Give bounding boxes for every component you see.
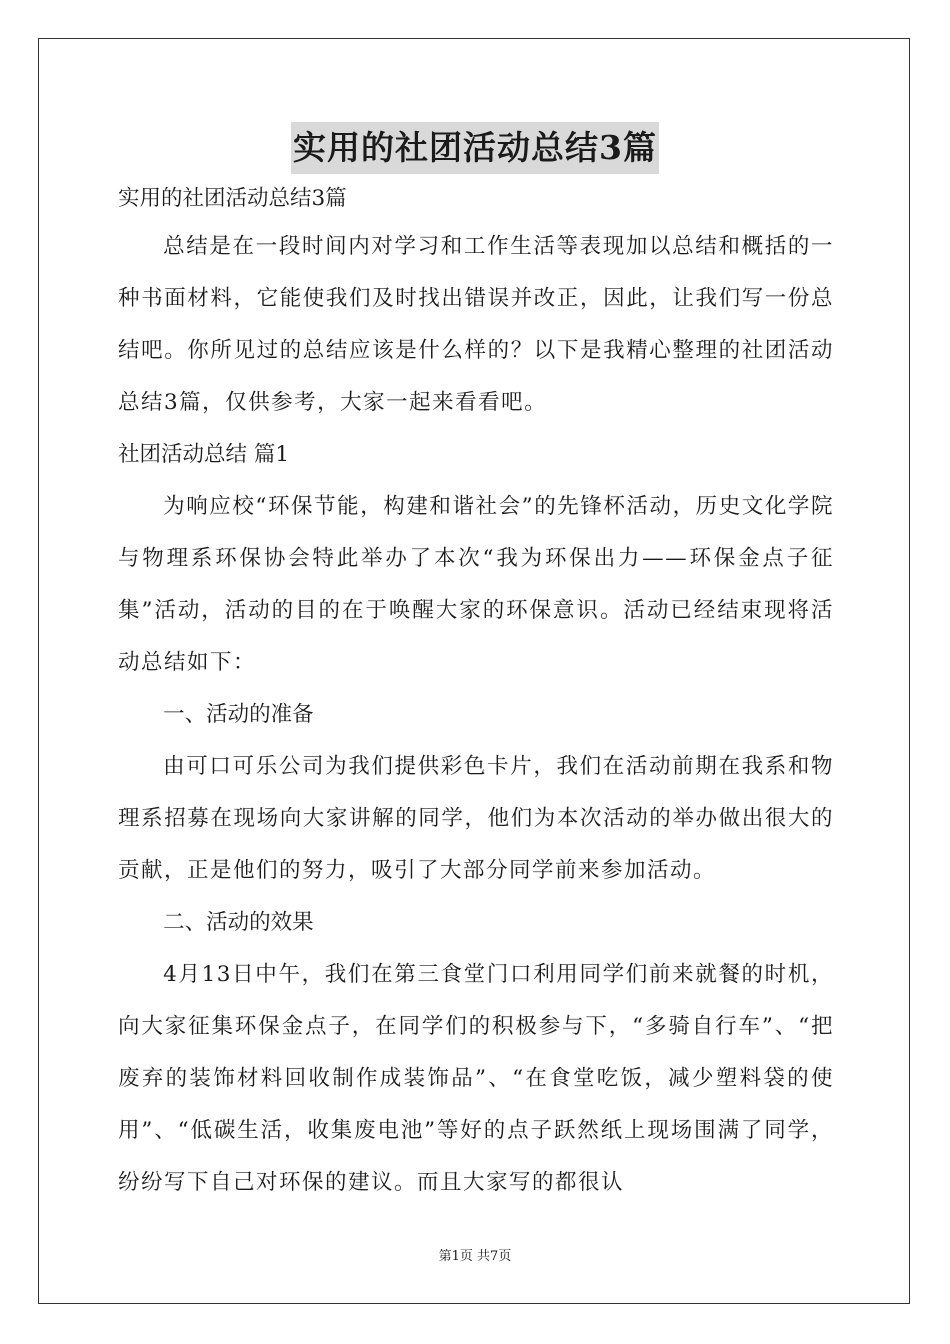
title-wrap xyxy=(0,122,950,174)
paragraph-2: 由可口可乐公司为我们提供彩色卡片，我们在活动前期在我系和物理系招募在现场向大家讲解的同学，他们为本次活动的举办做出很大的贡献，正是他们的努力，吸引了大部分同学前来参加活动。 xyxy=(118,753,834,883)
document-subtitle: 实用的社团活动总结3篇 xyxy=(118,186,347,211)
section-heading: 社团活动总结 篇1 xyxy=(118,441,290,467)
paragraph-3: 4月13日中午，我们在第三食堂门口利用同学们前来就餐的时机，向大家征集环保金点子，在同学们的积极参与下，“多骑自行车”、“把废弃的装饰材料回收制作成装饰品”、“在食堂吃饭，减少塑料袋的使用”、“低碳生活，收集废电池”等好的点子跃然纸上现场围满了同学，纷纷写下自己对环保的建议。而且大家写的都很认 xyxy=(118,961,834,1195)
intro-paragraph: 总结是在一段时间内对学习和工作生活等表现加以总结和概括的一种书面材料，它能使我们及时找出错误并改正，因此，让我们写一份总结吧。你所见过的总结应该是什么样的？以下是我精心整理的社团活动总结3篇，仅供参考，大家一起来看看吧。 xyxy=(118,233,834,415)
paragraph-1: 为响应校“环保节能，构建和谐社会”的先锋杯活动，历史文化学院与物理系环保协会特此举办了本次“我为环保出力——环保金点子征集”活动，活动的目的在于唤醒大家的环保意识。活动已经结束现将活动总结如下： xyxy=(118,493,834,675)
subheading-effect: 二、活动的效果 xyxy=(163,909,314,935)
document-title: 实用的社团活动总结3篇 xyxy=(291,122,659,174)
page-footer: 第1页 共7页 xyxy=(438,1249,512,1264)
subheading-preparation: 一、活动的准备 xyxy=(163,701,314,727)
document-body xyxy=(118,177,834,1209)
